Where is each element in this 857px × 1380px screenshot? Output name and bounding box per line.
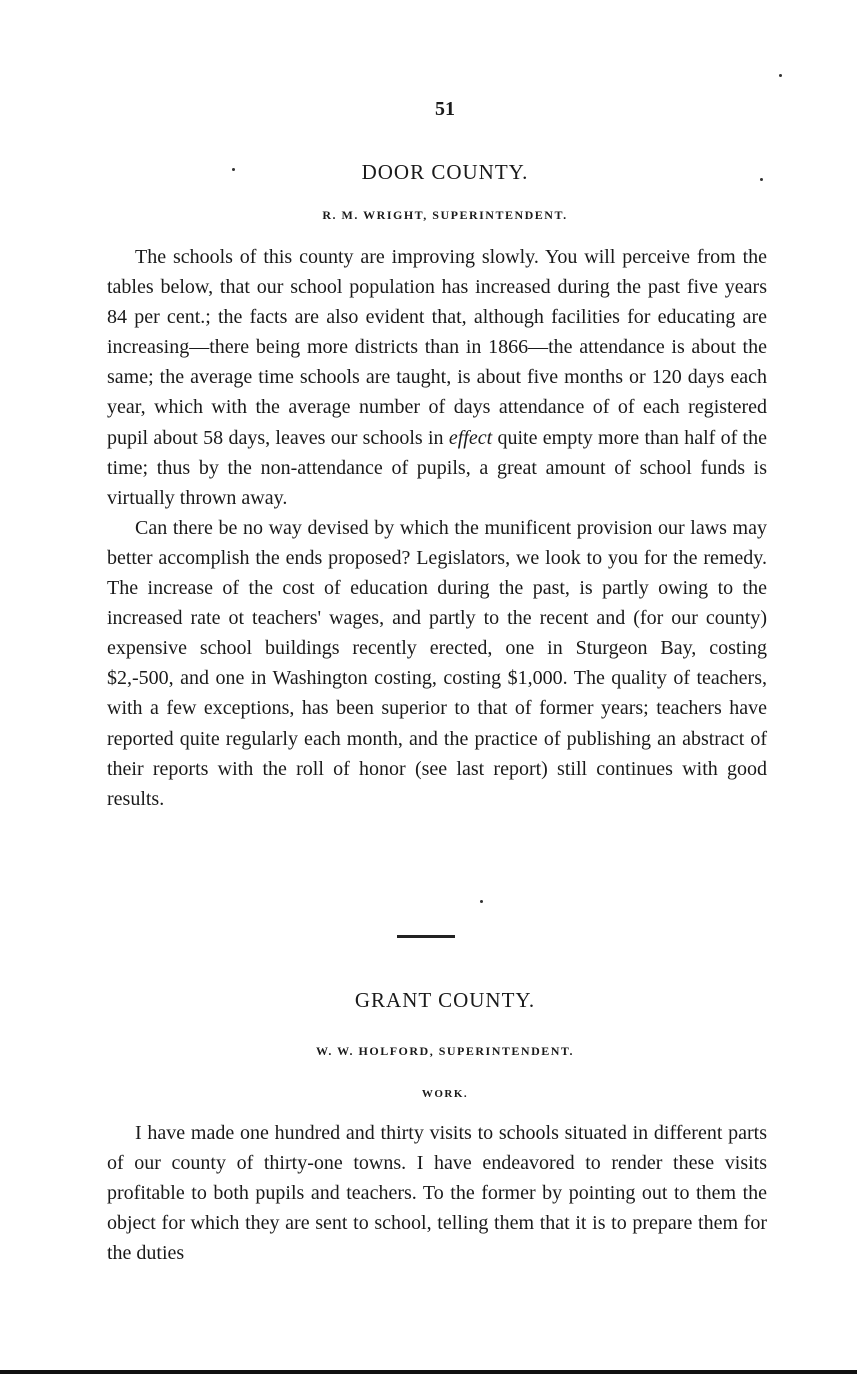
page-number: 51 [435,98,455,120]
door-county-heading: DOOR COUNTY. [361,160,529,184]
ink-speck [232,168,235,171]
ink-speck [779,74,782,77]
door-county-paragraph-1-text-b: quite empty more than half of the time; thus by the non-attendance of pupils, a great amount of school funds is virtually thrown away. [107,426,767,509]
page-bottom-edge [0,1370,857,1374]
door-county-paragraph-2: Can there be no way devised by which the munificent provision our laws may better accomplish the ends proposed? Legislators, we look to you for the remedy. The increase of the cost of education during the past, is partly owing to the increased rate ot teachers' wages, and partly to the recent and (for our county) expensive school buildings recently erected, one in Sturgeon Bay, costing $2,-500, and one in Washington costing, costing $1,000. The quality of teachers, with a few exceptions, has been superior to that of former years; teachers have reported quite regularly each month, and the practice of publishing an abstract of their reports with the roll of honor (see last report) still continues with good results. [107,516,767,810]
door-county-paragraph-1-text-a: The schools of this county are improving slowly. You will perceive from the tables below, that our school population has increased during the past five years 84 per cent.; the facts are also evident that, although facilities for educating are increasing—there being more districts than in 1866—the attendance is about the same; the average time schools are taught, is about five months or 120 days each year, which with the average number of days attendance of of each registered pupil about 58 days, leaves our schools in [107,246,767,449]
door-county-section [107,242,767,814]
door-county-byline: R. M. WRIGHT, SUPERINTENDENT. [322,208,568,222]
grant-county-heading: GRANT COUNTY. [354,988,536,1012]
grant-county-subheading: WORK. [421,1088,469,1100]
door-county-paragraph-1-emphasis: effect [448,426,493,449]
ink-speck [480,900,483,903]
door-county-paragraph-1 [107,242,767,513]
section-divider [397,935,455,938]
grant-county-section [107,1118,767,1268]
grant-county-byline: W. W. HOLFORD, SUPERINTENDENT. [315,1044,575,1058]
ink-speck [760,178,763,181]
grant-county-paragraph-1: I have made one hundred and thirty visits to schools situated in different parts of our county of thirty-one towns. I have endeavored to render these visits profitable to both pupils and teachers. To the former by pointing out to them the object for which they are sent to school, telling them that it is to prepare them for the duties [107,1122,767,1265]
